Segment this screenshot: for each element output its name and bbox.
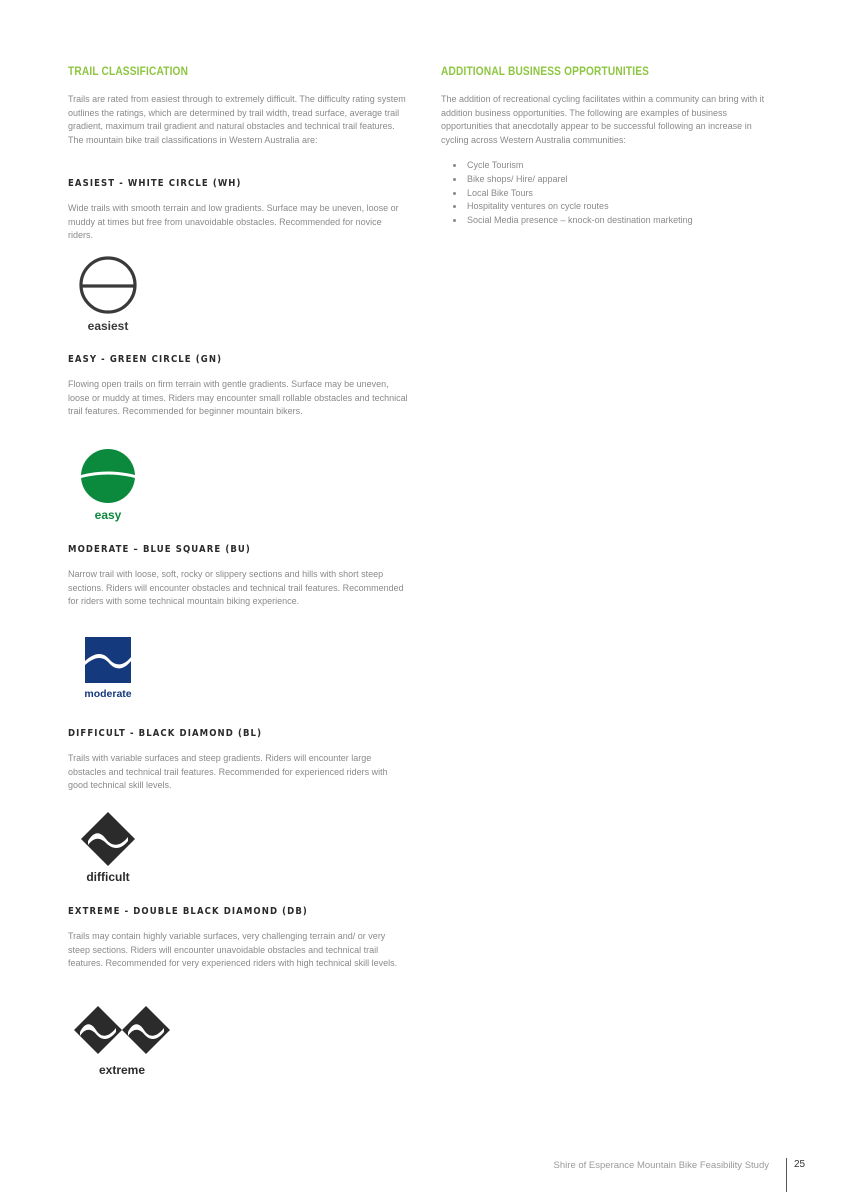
easiest-badge — [76, 255, 140, 333]
list-item: • Social Media presence – knock-on destination marketing — [465, 214, 781, 228]
icon-label: difficult — [86, 870, 130, 884]
black-diamond-icon — [80, 811, 136, 867]
rating-description: Trails may contain highly variable surfaces, very challenging terrain and/ or very steep sections. Riders will encounter unavoidable obstacles and technical trail features. Recommended for very experienced riders with high technical skill levels. — [68, 931, 398, 969]
easy-badge — [79, 448, 137, 522]
rating-heading: MODERATE – BLUE SQUARE (BU) — [68, 544, 251, 555]
difficult-badge — [76, 811, 140, 884]
rating-description: Trails with variable surfaces and steep gradients. Riders will encounter large obstacles and technical trail features. Recommended for experienced riders with good technical skill levels. — [68, 753, 388, 791]
list-item: • Local Bike Tours — [465, 187, 781, 201]
list-item: • Cycle Tourism — [465, 159, 781, 173]
trail-classification-intro: Trails are rated from easiest through to extremely difficult. The difficulty rating system outlines the ratings, which are determined by trail width, tread surface, average trail gradient, maximum trail gradient and natural obstacles and technical trail features. The mountain bike trail classifications in Western Australia are: — [68, 94, 406, 145]
icon-label: easy — [94, 508, 122, 522]
rating-description: Wide trails with smooth terrain and low gradients. Surface may be uneven, loose or muddy at times but free from unavoidable obstacles. Recommended for novice riders. — [68, 203, 399, 241]
footer-divider — [786, 1158, 787, 1192]
extreme-badge — [70, 1004, 174, 1077]
footer-document-title: Shire of Esperance Mountain Bike Feasibility Study — [553, 1160, 769, 1171]
right-column — [441, 66, 781, 227]
rating-extreme — [68, 906, 408, 971]
trail-classification-title: TRAIL CLASSIFICATION — [68, 66, 189, 78]
list-item: • Bike shops/ Hire/ apparel — [465, 173, 781, 187]
rating-moderate — [68, 544, 408, 609]
icon-label: moderate — [84, 688, 132, 700]
rating-description: Flowing open trails on firm terrain with gentle gradients. Surface may be uneven, loose or muddy at times. Riders may encounter small rollable obstacles and technical trail features. Recommended for beginner mountain bikers. — [68, 379, 408, 417]
rating-heading: EXTREME - DOUBLE BLACK DIAMOND (DB) — [68, 906, 308, 917]
rating-easy — [68, 354, 408, 419]
moderate-badge — [78, 637, 138, 700]
icon-label: extreme — [98, 1063, 146, 1077]
rating-heading: DIFFICULT - BLACK DIAMOND (BL) — [68, 728, 263, 739]
page-number: 25 — [794, 1159, 806, 1170]
double-black-diamond-icon — [72, 1004, 172, 1056]
rating-description: Narrow trail with loose, soft, rocky or slippery sections and hills with short steep sections. Riders will encounter obstacles and technical trail features. Recommended for riders with some technical mountain biking experience. — [68, 569, 404, 607]
rating-difficult — [68, 728, 408, 793]
business-opportunities-title: ADDITIONAL BUSINESS OPPORTUNITIES — [441, 66, 650, 78]
business-opportunities-intro: The addition of recreational cycling facilitates within a community can bring with it addition business opportunities. The following are examples of business opportunities that anecdotally appear to be successful following an increase in cycling across Western Australia communities: — [441, 94, 765, 145]
left-column — [68, 66, 408, 147]
blue-square-icon — [85, 637, 131, 683]
opportunities-list — [441, 159, 781, 227]
rating-easiest — [68, 178, 408, 243]
list-item: • Hospitality ventures on cycle routes — [465, 200, 781, 214]
icon-label: easiest — [87, 319, 129, 333]
white-circle-icon — [78, 255, 138, 315]
rating-heading: EASIEST - WHITE CIRCLE (WH) — [68, 178, 242, 189]
green-circle-icon — [80, 448, 136, 504]
rating-heading: EASY - GREEN CIRCLE (GN) — [68, 354, 223, 365]
